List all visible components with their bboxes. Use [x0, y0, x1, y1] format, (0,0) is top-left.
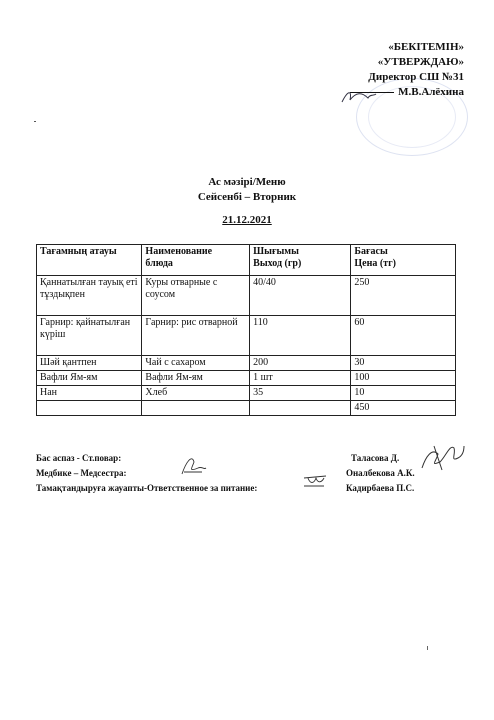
responsible-role: Тамақтандыруға жауапты-Ответственное за питание: [36, 483, 258, 493]
chef-signature-icon [418, 440, 466, 474]
table-total-row [37, 401, 456, 416]
cell-yield: 110 [250, 316, 351, 356]
cell-yield: 35 [250, 386, 351, 401]
cell-kz-name: Шәй қантпен [37, 356, 142, 371]
approval-name: М.В.Алёхина [398, 86, 464, 98]
approval-line-kz: «БЕКІТЕМІН» [388, 41, 464, 53]
cell-empty [142, 401, 250, 416]
menu-date-row [0, 214, 494, 226]
responsible-signature-icon [302, 474, 328, 490]
cell-price: 30 [351, 356, 456, 371]
cell-price: 100 [351, 371, 456, 386]
header-ru-name: Наименование блюда [142, 245, 250, 276]
cell-price: 60 [351, 316, 456, 356]
nurse-role: Медбике – Медсестра: [36, 468, 127, 478]
cell-price: 10 [351, 386, 456, 401]
header-yield: Шығымы Выход (гр) [250, 245, 351, 276]
cell-total: 450 [351, 401, 456, 416]
director-signature-icon [338, 86, 378, 106]
nurse-signature-icon [178, 452, 208, 478]
cell-yield: 200 [250, 356, 351, 371]
menu-title: Ас мәзірі/Меню [208, 176, 286, 188]
table-row [37, 371, 456, 386]
responsible-name: Кадирбаева П.С. [346, 483, 415, 493]
chef-name: Таласова Д. [351, 453, 400, 463]
nurse-name: Оналбекова А.К. [346, 468, 415, 478]
table-row [37, 356, 456, 371]
menu-day: Сейсенбі – Вторник [197, 191, 297, 203]
cell-ru-name: Чай с сахаром [142, 356, 250, 371]
menu-table [36, 244, 456, 416]
cell-kz-name: Гарнир: қайнатылған күріш [37, 316, 142, 356]
header-price: Бағасы Цена (тг) [351, 245, 456, 276]
cell-ru-name: Гарнир: рис отварной [142, 316, 250, 356]
table-row [37, 386, 456, 401]
scan-mark [34, 121, 36, 122]
chef-role: Бас аспаз - Ст.повар: [36, 453, 122, 463]
cell-kz-name: Нан [37, 386, 142, 401]
cell-kz-name: Вафли Ям-ям [37, 371, 142, 386]
table-row [37, 276, 456, 316]
menu-date: 21.12.2021 [222, 214, 272, 226]
cell-ru-name: Хлеб [142, 386, 250, 401]
cell-kz-name: Қаннатылған тауық еті тұздықпен [37, 276, 142, 316]
table-header-row [37, 245, 456, 276]
table-row [37, 316, 456, 356]
cell-ru-name: Куры отварные с соусом [142, 276, 250, 316]
approval-position: Директор СШ №31 [368, 71, 464, 83]
cell-price: 250 [351, 276, 456, 316]
cell-yield: 1 шт [250, 371, 351, 386]
cell-ru-name: Вафли Ям-ям [142, 371, 250, 386]
cell-empty [37, 401, 142, 416]
cell-yield: 40/40 [250, 276, 351, 316]
header-kz-name: Тағамның атауы [37, 245, 142, 276]
scan-mark [427, 646, 428, 650]
approval-line-ru: «УТВЕРЖДАЮ» [377, 56, 464, 68]
cell-empty [250, 401, 351, 416]
